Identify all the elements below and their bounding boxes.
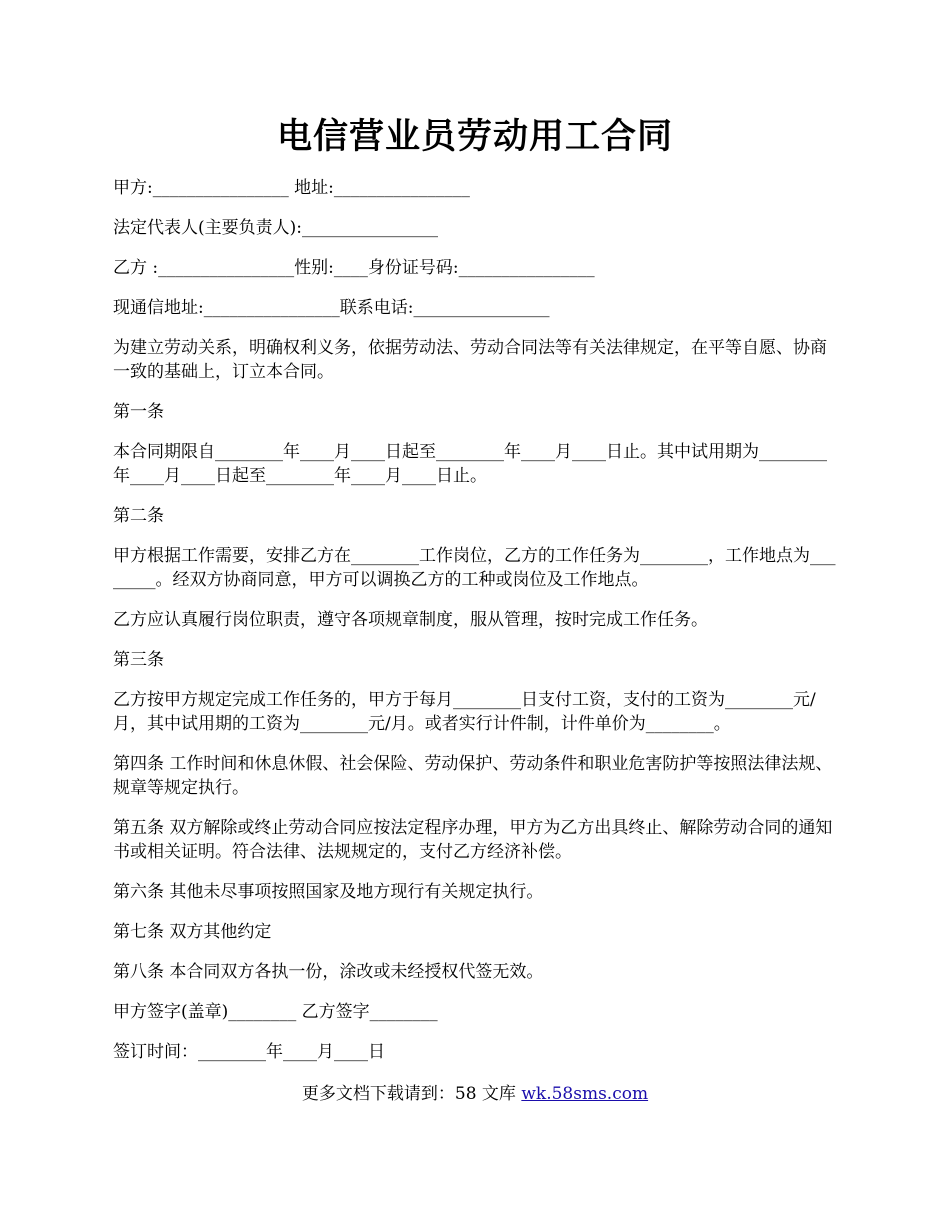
document-title: 电信营业员劳动用工合同 (276, 116, 673, 157)
article-2-heading: 第二条 (113, 506, 164, 526)
legal-representative-line: 法定代表人(主要负责人):________________ (113, 218, 438, 238)
article-5-text: 第五条 双方解除或终止劳动合同应按法定程序办理，甲方为乙方出具终止、解除劳动合同的通知书或相关证明。符合法律、法规规定的，支付乙方经济补偿。 (113, 818, 833, 862)
article-1-heading: 第一条 (113, 402, 164, 422)
address-phone-line: 现通信地址:________________联系电话:________________ (113, 298, 550, 318)
article-2-duties: 乙方应认真履行岗位职责，遵守各项规章制度，服从管理，按时完成工作任务。 (113, 610, 708, 630)
contract-body (113, 176, 841, 1080)
signature-line: 甲方签字(盖章)________ 乙方签字________ (113, 1002, 438, 1022)
article-2-text: 甲方根据工作需要，安排乙方在________工作岗位，乙方的工作任务为________，工作地点为________。经双方协商同意，甲方可以调换乙方的工种或岗位及工作地点。 (113, 546, 836, 590)
preamble-paragraph: 为建立劳动关系，明确权利义务，依据劳动法、劳动合同法等有关法律规定，在平等自愿、协商一致的基础上，订立本合同。 (113, 338, 827, 382)
footer-prefix: 更多文档下载请到：58 文库 (301, 1084, 522, 1104)
article-8-text: 第八条 本合同双方各执一份，涂改或未经授权代签无效。 (113, 962, 544, 982)
footer-link[interactable]: wk.58sms.com (521, 1084, 649, 1104)
signing-date-line: 签订时间：________年____月____日 (113, 1042, 385, 1062)
article-4-text: 第四条 工作时间和休息休假、社会保险、劳动保护、劳动条件和职业危害防护等按照法律法规、规章等规定执行。 (113, 754, 833, 798)
article-1-text: 本合同期限自________年____月____日起至________年____月____日止。其中试用期为________年____月____日起至________年____月____日止。 (113, 442, 827, 486)
article-3-text: 乙方按甲方规定完成工作任务的，甲方于每月________日支付工资，支付的工资为________元/月，其中试用期的工资为________元/月。或者实行计件制，计件单价为________。 (113, 690, 816, 734)
download-footer (0, 1082, 950, 1106)
article-3-heading: 第三条 (113, 650, 164, 670)
article-7-text: 第七条 双方其他约定 (113, 922, 272, 942)
article-6-text: 第六条 其他未尽事项按照国家及地方现行有关规定执行。 (113, 882, 544, 902)
party-b-line: 乙方 :________________性别:____身份证号码:________________ (113, 258, 595, 278)
party-a-line: 甲方:________________ 地址:________________ (113, 178, 470, 198)
